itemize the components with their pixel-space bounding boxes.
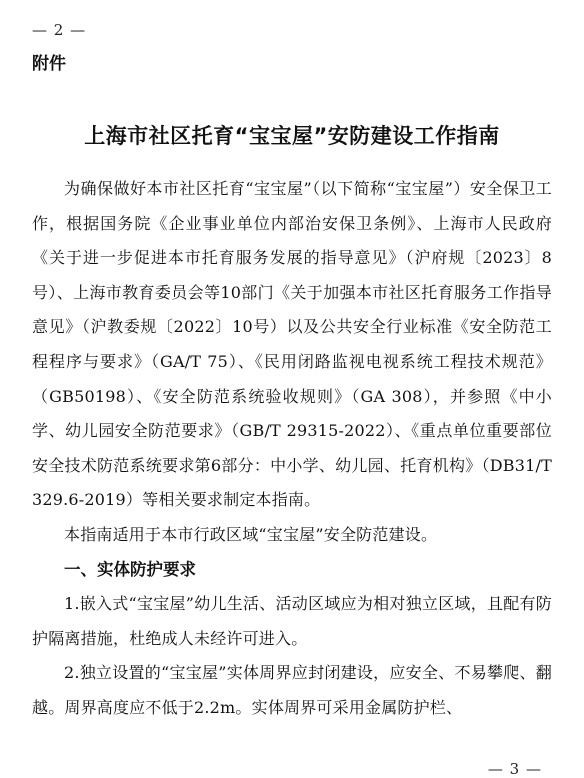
section-heading: 一、实体防护要求 (64, 559, 196, 579)
page-number-bottom: — 3 — (487, 760, 542, 778)
page-number-top: — 2 — (32, 21, 87, 39)
scope-paragraph: 本指南适用于本市行政区域“宝宝屋”安全防范建设。 (64, 524, 438, 544)
document-body (32, 172, 552, 726)
intro-paragraph: 为确保做好本市社区托育“宝宝屋”（以下简称“宝宝屋”）安全保卫工作，根据国务院《企业事业单位内部治安保卫条例》、上海市人民政府《关于进一步促进本市托育服务发展的指导意见》（沪府规〔2023〕8号）、上海市教育委员会等10部门《关于加强本市社区托育服务工作指导意见》（沪教委规〔2022〕10号）以及公共安全行业标准《安全防范工程程序与要求》（GA/T 75）、《民用闭路监视电视系统工程技术规范》（GB50198）、《安全防范系统验收规则》（GA 308），并参照《中小学、幼儿园安全防范要求》（GB/T 29315-2022）、《重点单位重要部位安全技术防范系统要求第6部分：中小学、幼儿园、托育机构》（DB31/T 329.6-2019）等相关要求制定本指南。 (32, 179, 552, 510)
document-title: 上海市社区托育“宝宝屋”安防建设工作指南 (84, 124, 500, 148)
attachment-label: 附件 (32, 54, 66, 74)
section-item-2: 2.独立设置的“宝宝屋”实体周界应封闭建设，应安全、不易攀爬、翻越。周界高度应不低于2.2m。实体周界可采用金属防护栏、 (32, 663, 552, 717)
section-item-1: 1.嵌入式“宝宝屋”幼儿生活、活动区域应为相对独立区域，且配有防护隔离措施，杜绝成人未经许可进入。 (32, 594, 552, 648)
